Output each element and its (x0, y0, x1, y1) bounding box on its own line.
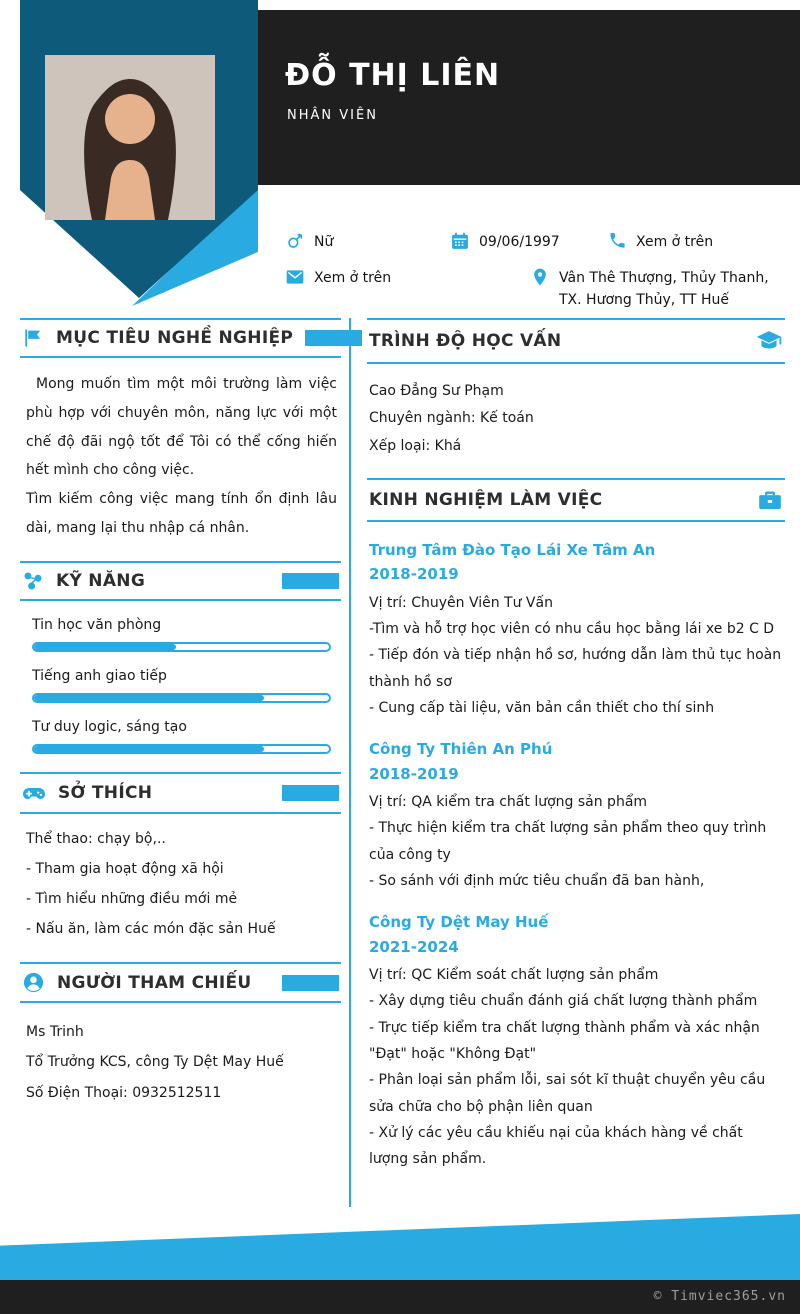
reference-title: NGƯỜI THAM CHIẾU (57, 972, 252, 993)
email-value: Xem ở trên (314, 270, 392, 286)
education-details (369, 378, 783, 460)
education-header (367, 318, 785, 364)
header-accent-bar (305, 330, 362, 346)
right-column (367, 318, 785, 1172)
job-period: 2018-2019 (369, 764, 459, 783)
hobby-list (26, 824, 337, 944)
address-line-2: TX. Hương Thủy, TT Huế (559, 291, 730, 308)
section-skills (20, 561, 341, 754)
job-entry (367, 737, 785, 894)
section-hobbies (20, 772, 341, 944)
graduation-cap-icon (755, 327, 783, 355)
hobby-item: - Tìm hiểu những điều mới mẻ (26, 891, 238, 908)
header-accent-bar (282, 573, 339, 589)
reference-name: Ms Trinh (26, 1024, 84, 1041)
email-field (285, 266, 391, 290)
objective-header (20, 318, 341, 358)
birthday-value: 09/06/1997 (479, 234, 560, 250)
gender-value: Nữ (314, 234, 334, 250)
job-detail: - Xây dựng tiêu chuẩn đánh giá chất lượng thành phẩm (369, 993, 758, 1010)
education-school: Cao Đẳng Sư Phạm (369, 383, 504, 399)
candidate-job-title: NHÂN VIÊN (287, 108, 378, 123)
phone-icon (608, 231, 627, 250)
skill-label: Tin học văn phòng (32, 616, 162, 633)
job-period: 2018-2019 (369, 565, 459, 584)
header-accent-bar (282, 975, 339, 991)
job-detail: Vị trí: QA kiểm tra chất lượng sản phẩm (369, 793, 648, 810)
skill-progress-track (32, 693, 331, 703)
objective-paragraph: Mong muốn tìm một môi trường làm việc phù hợp với chuyên môn, năng lực với một chế độ đãi ngộ tốt để Tôi có thể cống hiến hết mình cho công việc. (26, 376, 337, 479)
calendar-icon (450, 231, 470, 251)
person-icon (22, 971, 45, 994)
email-icon (285, 267, 305, 287)
address-line-1: Vân Thê Thượng, Thủy Thanh, (559, 270, 769, 286)
objective-paragraph: Tìm kiếm công việc mang tính ổn định lâu dài, mang lại thu nhập cá nhân. (26, 491, 337, 537)
flag-icon (22, 327, 44, 349)
skill-progress-fill (34, 746, 264, 752)
section-objective (20, 318, 341, 543)
job-detail: - Thực hiện kiểm tra chất lượng sản phẩm theo quy trình của công ty (369, 820, 767, 863)
skill-row (32, 668, 331, 703)
section-experience (367, 478, 785, 1173)
candidate-name: ĐỖ THỊ LIÊN (285, 58, 501, 93)
skill-progress-track (32, 642, 331, 652)
job-detail: Vị trí: Chuyên Viên Tư Vấn (369, 594, 553, 611)
job-detail: - Xử lý các yêu cầu khiếu nại của khách hàng về chất lượng sản phẩm. (369, 1124, 743, 1168)
job-entry (367, 538, 785, 721)
address-value (559, 266, 769, 311)
gender-icon (285, 231, 305, 251)
molecule-icon (22, 570, 44, 592)
left-column (20, 318, 341, 1108)
phone-field (608, 230, 713, 254)
section-reference (20, 962, 341, 1107)
job-detail: Vị trí: QC Kiểm soát chất lượng sản phẩm (369, 966, 659, 983)
section-education (367, 318, 785, 460)
location-pin-icon (530, 267, 550, 287)
content-columns (20, 318, 785, 1172)
phone-value: Xem ở trên (636, 234, 714, 250)
job-detail: - Phân loại sản phẩm lỗi, sai sót kĩ thuật chuyển yêu cầu sửa chữa cho bộ phận liên quan (369, 1072, 766, 1115)
skill-row (32, 719, 331, 754)
reference-position: Tổ Trưởng KCS, công Ty Dệt May Huế (26, 1054, 284, 1071)
job-detail: -Tìm và hỗ trợ học viên có nhu cầu học bằng lái xe b2 C D (369, 620, 775, 637)
skill-progress-fill (34, 644, 176, 650)
birthday-field (450, 230, 560, 254)
reference-header (20, 962, 341, 1003)
gender-field (285, 230, 333, 254)
reference-details (26, 1017, 337, 1107)
job-detail: - Tiếp đón và tiếp nhận hồ sơ, hướng dẫn làm thủ tục hoàn thành hồ sơ (369, 647, 782, 690)
portrait-placeholder (45, 55, 215, 220)
skills-header (20, 561, 341, 601)
profile-photo (45, 55, 215, 220)
skill-row (32, 617, 331, 652)
objective-title: MỤC TIÊU NGHỀ NGHIỆP (56, 328, 294, 348)
skill-label: Tiếng anh giao tiếp (32, 667, 167, 684)
header-accent-bar (282, 785, 339, 801)
footer-accent-band (0, 1214, 800, 1280)
hobby-item: Thể thao: chạy bộ,.. (26, 830, 166, 847)
skill-progress-fill (34, 695, 264, 701)
skills-title: KỸ NĂNG (56, 570, 146, 591)
job-company: Trung Tâm Đào Tạo Lái Xe Tâm An (369, 540, 656, 559)
address-field (530, 266, 780, 311)
job-detail: - Cung cấp tài liệu, văn bản cần thiết cho thí sinh (369, 699, 715, 716)
briefcase-icon (757, 487, 783, 513)
education-title: TRÌNH ĐỘ HỌC VẤN (369, 331, 562, 351)
gamepad-icon (22, 781, 46, 805)
job-company: Công Ty Dệt May Huế (369, 913, 549, 932)
job-entry (367, 910, 785, 1172)
header-banner (253, 10, 800, 185)
experience-header (367, 478, 785, 522)
objective-text (26, 370, 337, 543)
experience-title: KINH NGHIỆM LÀM VIỆC (369, 489, 603, 510)
skill-label: Tư duy logic, sáng tạo (32, 718, 187, 735)
job-detail: - So sánh với định mức tiêu chuẩn đã ban hành, (369, 872, 705, 889)
skill-progress-track (32, 744, 331, 754)
hobbies-header (20, 772, 341, 814)
hobby-item: - Tham gia hoạt động xã hội (26, 861, 224, 878)
education-major: Chuyên ngành: Kế toán (369, 410, 534, 427)
watermark: © Timviec365.vn (653, 1289, 786, 1304)
hobby-item: - Nấu ăn, làm các món đặc sản Huế (26, 921, 276, 938)
education-grade: Xếp loại: Khá (369, 437, 462, 454)
job-detail: - Trực tiếp kiểm tra chất lượng thành phẩm và xác nhận "Đạt" hoặc "Không Đạt" (369, 1019, 760, 1062)
reference-phone: Số Điện Thoại: 0932512511 (26, 1084, 222, 1101)
hobbies-title: SỞ THÍCH (58, 782, 153, 803)
job-company: Công Ty Thiên An Phú (369, 740, 553, 759)
job-period: 2021-2024 (369, 937, 459, 956)
